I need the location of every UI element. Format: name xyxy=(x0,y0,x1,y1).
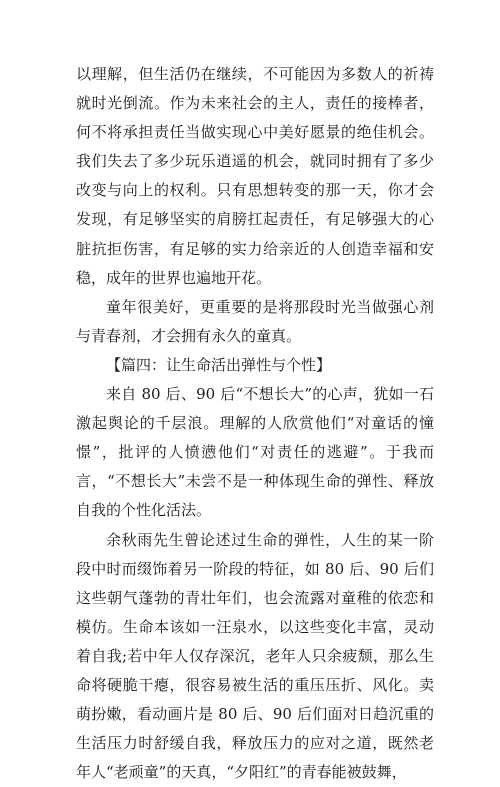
paragraph-1: 以理解，但生活仍在继续，不可能因为多数人的祈祷就时光倒流。作为未来社会的主人，责任的接棒者，何不将承担责任当做实现心中美好愿景的绝佳机会。我们失去了多少玩乐逍遥的机会，就同时拥有了多少改变与向上的权利。只有思想转变的那一天，你才会发现，有足够坚实的肩膀扛起责任，有足够强大的心脏抗拒伤害，有足够的实力给亲近的人创造幸福和安稳，成年的世界也遍地开花。 xyxy=(76,60,434,293)
paragraph-3: 来自 80 后、90 后“不想长大”的心声，犹如一石激起舆论的千层浪。理解的人欣赏他们“对童话的憧憬”，批评的人愤懑他们“对责任的逃避”。于我而言，“不想长大”未尝不是一种体现生命的弹性、释放自我的个性化活法。 xyxy=(76,380,434,525)
document-body xyxy=(76,60,434,787)
paragraph-2: 童年很美好，更重要的是将那段时光当做强心剂与青春剂，才会拥有永久的童真。 xyxy=(76,293,434,351)
paragraph-4: 余秋雨先生曾论述过生命的弹性，人生的某一阶段中时而缀饰着另一阶段的特征，如 80 后、90 后们这些朝气蓬勃的青壮年们，也会流露对童稚的依恋和模仿。生命本该如一汪泉水，以这些变化丰富，灵动着自我;若中年人仅存深沉，老年人只余疲颓，那么生命将硬脆干瘪，很容易被生活的重压压折、风化。卖萌扮嫩，看动画片是 80 后、90 后们面对日趋沉重的生活压力时舒缓自我，释放压力的应对之道，既然老年人“老顽童”的天真，“夕阳红”的青春能被鼓舞， xyxy=(76,526,434,787)
section-heading: 【篇四：让生命活出弹性与个性】 xyxy=(76,351,434,380)
